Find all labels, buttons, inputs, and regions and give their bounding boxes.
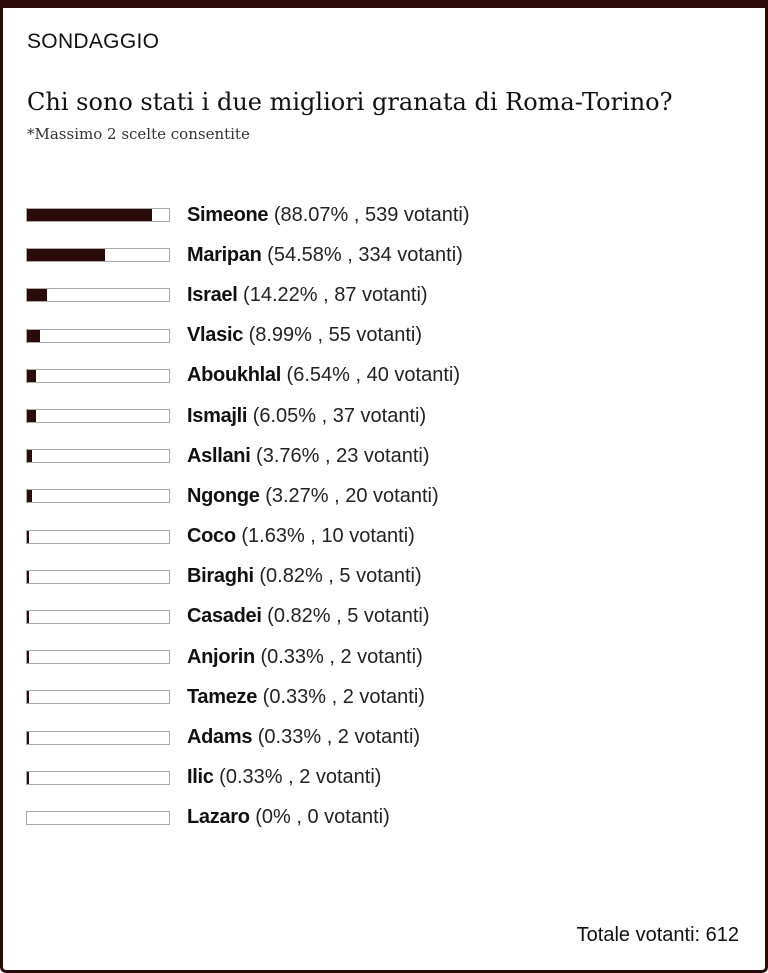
- result-stats: (0.33% , 2 votanti): [257, 726, 421, 749]
- result-bar-fill: [27, 531, 29, 543]
- result-label: [187, 686, 425, 709]
- player-name: Ilic: [187, 766, 214, 789]
- result-label: [187, 485, 439, 508]
- result-label: [187, 244, 463, 267]
- result-stats: (14.22% , 87 votanti): [243, 283, 428, 306]
- total-voters: Totale votanti: 612: [576, 924, 739, 946]
- poll-note: *Massimo 2 scelte consentite: [27, 125, 250, 143]
- result-stats: (3.27% , 20 votanti): [265, 484, 439, 507]
- result-bar-fill: [27, 571, 29, 583]
- player-name: Ngonge: [187, 484, 260, 507]
- result-bar-fill: [27, 772, 29, 784]
- poll-result-row: [26, 677, 470, 717]
- player-name: Adams: [187, 726, 253, 749]
- result-bar: [26, 731, 170, 745]
- result-label: [187, 806, 390, 829]
- player-name: Maripan: [187, 243, 262, 266]
- result-bar: [26, 811, 170, 825]
- poll-result-row: [26, 195, 470, 235]
- poll-result-row: [26, 637, 470, 677]
- poll-result-row: [26, 275, 470, 315]
- poll-result-row: [26, 356, 470, 396]
- result-bar: [26, 771, 170, 785]
- result-stats: (54.58% , 334 votanti): [267, 243, 463, 266]
- result-stats: (8.99% , 55 votanti): [248, 324, 423, 347]
- result-stats: (6.54% , 40 votanti): [286, 364, 460, 387]
- result-bar: [26, 489, 170, 503]
- result-stats: (0% , 0 votanti): [255, 806, 390, 829]
- player-name: Anjorin: [187, 645, 255, 668]
- player-name: Israel: [187, 283, 238, 306]
- player-name: Coco: [187, 525, 236, 548]
- result-bar-fill: [27, 691, 29, 703]
- poll-result-row: [26, 517, 470, 557]
- result-label: [187, 324, 422, 347]
- result-bar: [26, 409, 170, 423]
- result-bar: [26, 208, 170, 222]
- result-label: [187, 525, 415, 548]
- result-bar: [26, 610, 170, 624]
- result-bar-fill: [27, 732, 29, 744]
- poll-result-row: [26, 557, 470, 597]
- player-name: Casadei: [187, 605, 262, 628]
- result-bar-fill: [27, 249, 105, 261]
- player-name: Aboukhlal: [187, 364, 281, 387]
- result-label: [187, 565, 422, 588]
- result-bar: [26, 329, 170, 343]
- result-bar: [26, 530, 170, 544]
- result-label: [187, 405, 426, 428]
- result-bar: [26, 449, 170, 463]
- poll-question: Chi sono stati i due migliori granata di Roma-Torino?: [27, 88, 673, 116]
- result-bar: [26, 369, 170, 383]
- player-name: Vlasic: [187, 324, 244, 347]
- result-stats: (1.63% , 10 votanti): [241, 525, 415, 548]
- result-bar-fill: [27, 410, 36, 422]
- result-bar-fill: [27, 330, 40, 342]
- result-bar-fill: [27, 209, 152, 221]
- result-bar-fill: [27, 651, 29, 663]
- result-stats: (0.33% , 2 votanti): [219, 766, 382, 789]
- result-bar: [26, 248, 170, 262]
- poll-result-row: [26, 316, 470, 356]
- poll-result-row: [26, 597, 470, 637]
- poll-kicker: SONDAGGIO: [27, 30, 160, 53]
- player-name: Tameze: [187, 685, 258, 708]
- result-label: [187, 445, 429, 468]
- result-label: [187, 646, 423, 669]
- result-label: [187, 364, 460, 387]
- poll-result-row: [26, 436, 470, 476]
- result-label: [187, 726, 420, 749]
- player-name: Simeone: [187, 203, 269, 226]
- result-bar-fill: [27, 450, 32, 462]
- result-bar: [26, 690, 170, 704]
- result-stats: (88.07% , 539 votanti): [273, 203, 470, 226]
- poll-result-row: [26, 798, 470, 838]
- result-label: [187, 605, 429, 628]
- result-bar-fill: [27, 490, 32, 502]
- result-label: [187, 766, 381, 789]
- result-bar: [26, 288, 170, 302]
- result-bar: [26, 570, 170, 584]
- poll-result-row: [26, 476, 470, 516]
- result-label: [187, 284, 428, 307]
- result-label: [187, 204, 470, 227]
- poll-result-row: [26, 396, 470, 436]
- poll-result-row: [26, 717, 470, 757]
- result-stats: (0.33% , 2 votanti): [260, 645, 423, 668]
- result-stats: (0.33% , 2 votanti): [262, 685, 425, 708]
- player-name: Ismajli: [187, 404, 248, 427]
- player-name: Biraghi: [187, 565, 254, 588]
- poll-result-row: [26, 235, 470, 275]
- result-bar-fill: [27, 289, 47, 301]
- poll-results-list: [26, 195, 470, 838]
- result-stats: (3.76% , 23 votanti): [256, 444, 430, 467]
- player-name: Lazaro: [187, 806, 250, 829]
- result-bar-fill: [27, 370, 36, 382]
- player-name: Asllani: [187, 444, 251, 467]
- result-stats: (0.82% , 5 votanti): [267, 605, 430, 628]
- result-stats: (0.82% , 5 votanti): [259, 565, 422, 588]
- result-stats: (6.05% , 37 votanti): [252, 404, 427, 427]
- poll-result-row: [26, 758, 470, 798]
- result-bar: [26, 650, 170, 664]
- result-bar-fill: [27, 611, 29, 623]
